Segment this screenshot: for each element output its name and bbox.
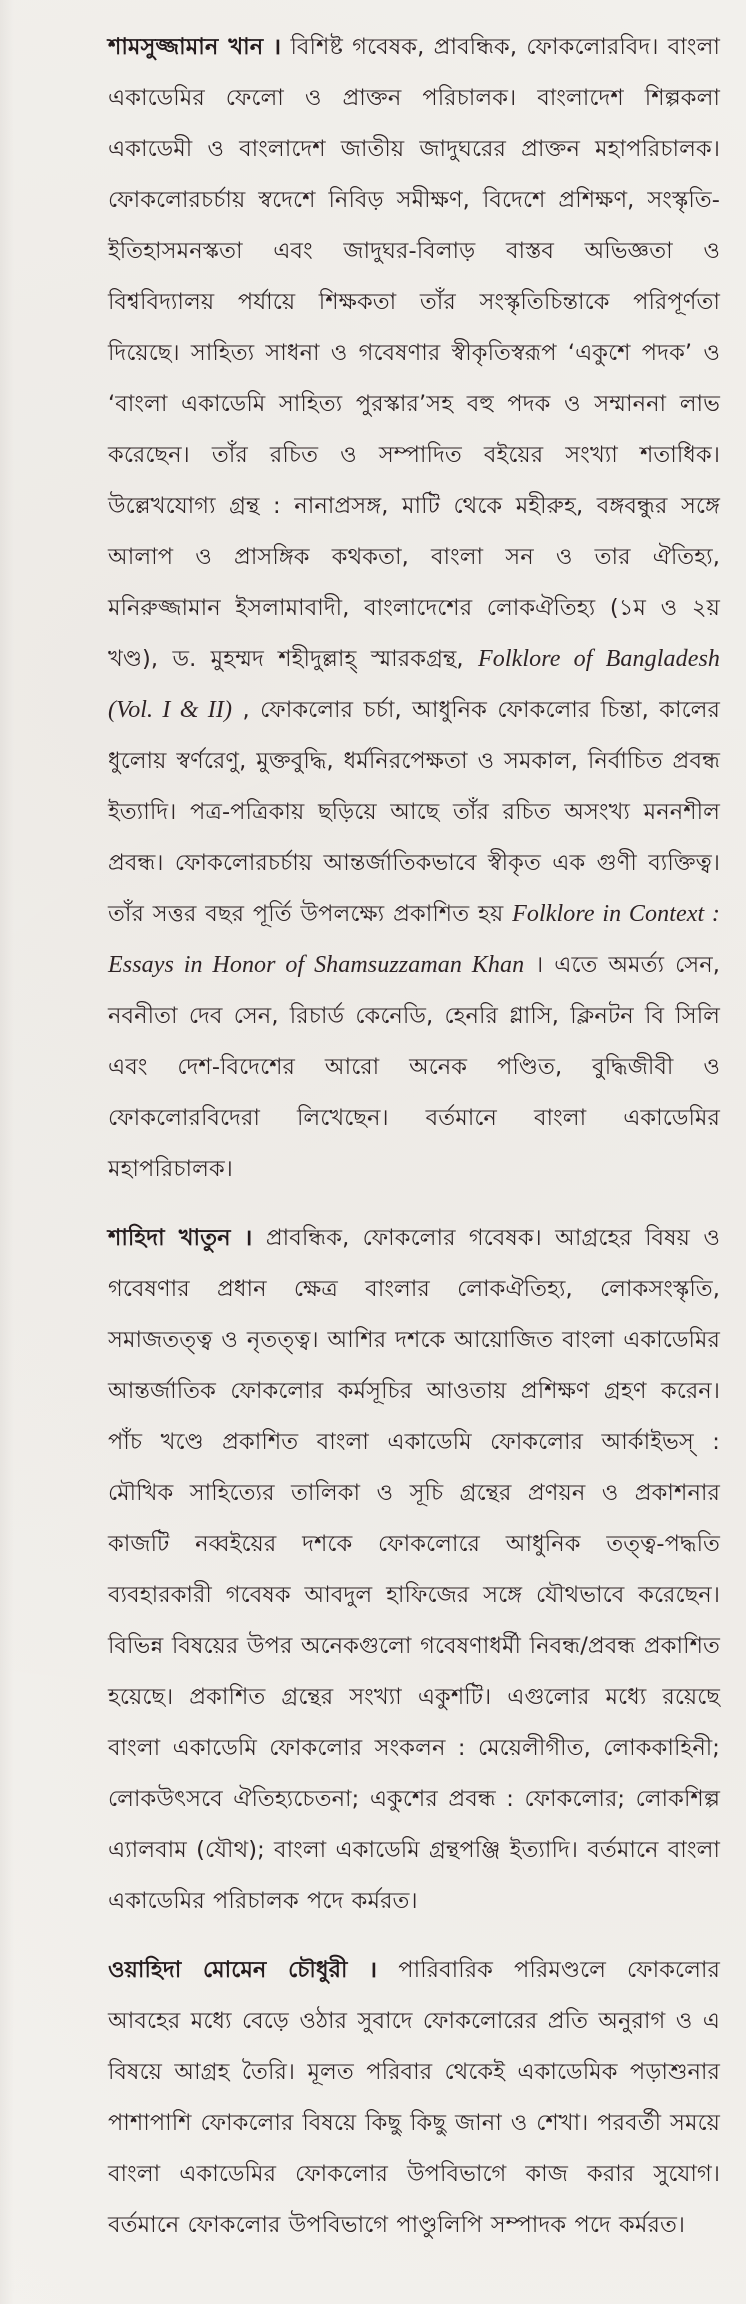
bio-text: বিশিষ্ট গবেষক, প্রাবন্ধিক, ফোকলোরবিদ। বাংলা একাডেমির ফেলো ও প্রাক্তন পরিচালক। বাংলাদেশ শিল্পকলা একাডেমী ও বাংলাদেশ জাতীয় জাদুঘরের প্রাক্তন মহাপরিচালক। ফোকলোরচর্চায় স্বদেশে নিবিড় সমীক্ষণ, বিদেশে প্রশিক্ষণ, সংস্কৃতি-ইতিহাসমনস্কতা এবং জাদুঘর-বিলাড় বাস্তব অভিজ্ঞতা ও বিশ্ববিদ্যালয় পর্যায়ে শিক্ষকতা তাঁর সংস্কৃতিচিন্তাকে পরিপূর্ণতা দিয়েছে। সাহিত্য সাধনা ও গবেষণার স্বীকৃতিস্বরূপ ‘একুশে পদক’ ও ‘বাংলা একাডেমি সাহিত্য পুরস্কার’সহ বহু পদক ও সম্মাননা লাভ করেছেন। তাঁর রচিত ও সম্পাদিত বইয়ের সংখ্যা শতাধিক। উল্লেখযোগ্য গ্রন্থ : নানাপ্রসঙ্গ, মাটি থেকে মহীরুহ, বঙ্গবন্ধুর সঙ্গে আলাপ ও প্রাসঙ্গিক কথকতা, বাংলা সন ও তার ঐতিহ্য, মনিরুজ্জামান ইসলামাবাদী, বাংলাদেশের লোকঐতিহ্য (১ম ও ২য় খণ্ড), ড. মুহম্মদ শহীদুল্লাহ্ স্মারকগ্রন্থ, — [108, 34, 720, 672]
bio-entry-wahida-momen-chowdhury — [108, 1945, 720, 2251]
bio-english-title: Folklore of Bangladesh (Vol. I & II) — [108, 646, 720, 723]
bio-entry-shamsuzzaman-khan — [108, 22, 720, 1195]
bio-name-separator: । — [243, 1225, 253, 1251]
bio-name: ওয়াহিদা মোমেন চৌধুরী — [108, 1957, 348, 1983]
bio-name-separator: । — [368, 1957, 378, 1983]
bio-name-separator: । — [272, 34, 282, 60]
bio-text: , ফোকলোর চর্চা, আধুনিক ফোকলোর চিন্তা, কালের ধুলোয় স্বর্ণরেণু, মুক্তবুদ্ধি, ধর্মনিরপেক্ষতা ও সমকাল, নির্বাচিত প্রবন্ধ ইত্যাদি। পত্র-পত্রিকায় ছড়িয়ে আছে তাঁর রচিত অসংখ্য মননশীল প্রবন্ধ। ফোকলোরচর্চায় আন্তর্জাতিকভাবে স্বীকৃত এক গুণী ব্যক্তিত্ব। তাঁর সত্তর বছর পূর্তি উপলক্ষ্যে প্রকাশিত হয় — [108, 697, 720, 927]
bio-entry-shahida-khatun — [108, 1213, 720, 1927]
bio-text: । এতে অমর্ত্য সেন, নবনীতা দেব সেন, রিচার্ড কেনেডি, হেনরি গ্লাসি, ক্লিনটন বি সিলি এবং দেশ-বিদেশের আরো অনেক পণ্ডিত, বুদ্ধিজীবী ও ফোকলোরবিদেরা লিখেছেন। বর্তমানে বাংলা একাডেমির মহাপরিচালক। — [108, 952, 720, 1182]
bio-text: পারিবারিক পরিমণ্ডলে ফোকলোর আবহের মধ্যে বেড়ে ওঠার সুবাদে ফোকলোরের প্রতি অনুরাগ ও এ বিষয়ে আগ্রহ তৈরি। মূলত পরিবার থেকেই একাডেমিক পড়াশুনার পাশাপাশি ফোকলোর বিষয়ে কিছু কিছু জানা ও শেখা। পরবর্তী সময়ে বাংলা একাডেমির ফোকলোর উপবিভাগে কাজ করার সুযোগ। বর্তমানে ফোকলোর উপবিভাগে পাণ্ডুলিপি সম্পাদক পদে কর্মরত। — [108, 1957, 720, 2238]
bio-name: শামসুজ্জামান খান — [108, 34, 264, 60]
bio-text: প্রাবন্ধিক, ফোকলোর গবেষক। আগ্রহের বিষয় ও গবেষণার প্রধান ক্ষেত্র বাংলার লোকঐতিহ্য, লোকসংস্কৃতি, সমাজতত্ত্ব ও নৃতত্ত্ব। আশির দশকে আয়োজিত বাংলা একাডেমির আন্তর্জাতিক ফোকলোর কর্মসূচির আওতায় প্রশিক্ষণ গ্রহণ করেন। পাঁচ খণ্ডে প্রকাশিত বাংলা একাডেমি ফোকলোর আর্কাইভস্ : মৌখিক সাহিত্যের তালিকা ও সূচি গ্রন্থের প্রণয়ন ও প্রকাশনার কাজটি নব্বইয়ের দশকে ফোকলোরে আধুনিক তত্ত্ব-পদ্ধতি ব্যবহারকারী গবেষক আবদুল হাফিজের সঙ্গে যৌথভাবে করেছেন। বিভিন্ন বিষয়ের উপর অনেকগুলো গবেষণাধর্মী নিবন্ধ/প্রবন্ধ প্রকাশিত হয়েছে। প্রকাশিত গ্রন্থের সংখ্যা একুশটি। এগুলোর মধ্যে রয়েছে বাংলা একাডেমি ফোকলোর সংকলন : মেয়েলীগীত, লোককাহিনী; লোকউৎসবে ঐতিহ্যচেতনা; একুশের প্রবন্ধ : ফোকলোর; লোকশিল্প এ্যালবাম (যৌথ); বাংলা একাডেমি গ্রন্থপঞ্জি ইত্যাদি। বর্তমানে বাংলা একাডেমির পরিচালক পদে কর্মরত। — [108, 1225, 720, 1914]
bio-name: শাহিদা খাতুন — [108, 1225, 231, 1251]
bio-english-title: Folklore in Context : Essays in Honor of Shamsuzzaman Khan — [108, 901, 720, 978]
